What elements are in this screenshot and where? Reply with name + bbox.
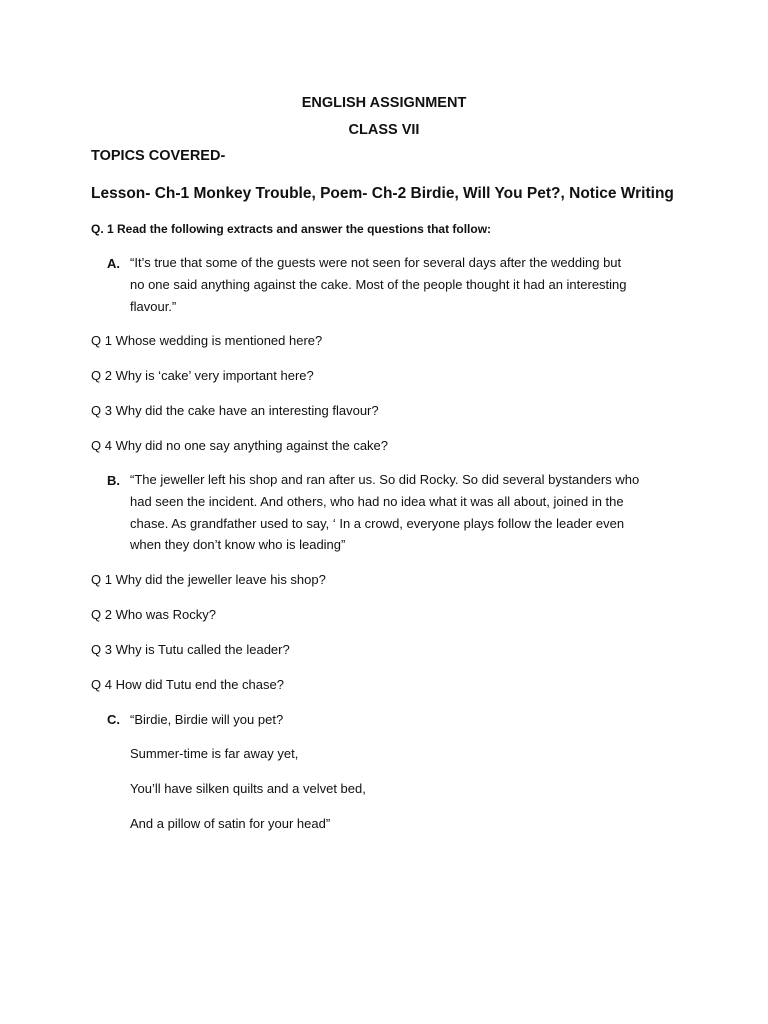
extract-a-marker: A. [107,256,120,271]
extract-line: flavour.” [130,298,177,314]
extract-line: had seen the incident. And others, who had no idea what it was all about, joined in the [130,493,624,509]
extract-c-marker: C. [107,712,120,727]
question-b-3: Q 3 Why is Tutu called the leader? [91,642,290,657]
question-a-3: Q 3 Why did the cake have an interesting flavour? [91,403,379,418]
extract-line: chase. As grandfather used to say, ‘ In a crowd, everyone plays follow the leader even [130,515,625,531]
class-label: CLASS VII [348,122,420,138]
question-instruction: Q. 1 Read the following extracts and answer the questions that follow: [91,222,492,236]
extract-line: when they don’t know who is leading” [130,537,346,553]
extract-b-marker: B. [107,473,120,488]
assignment-title: ENGLISH ASSIGNMENT [301,95,467,111]
poem-line: And a pillow of satin for your head” [130,816,331,831]
question-a-1: Q 1 Whose wedding is mentioned here? [91,333,323,348]
question-b-4: Q 4 How did Tutu end the chase? [91,677,284,692]
question-b-2: Q 2 Who was Rocky? [91,607,216,622]
extract-line: “The jeweller left his shop and ran after us. So did Rocky. So did several bystanders who [130,472,640,487]
question-a-2: Q 2 Why is ‘cake’ very important here? [91,368,314,383]
question-b-1: Q 1 Why did the jeweller leave his shop? [91,572,326,587]
question-a-4: Q 4 Why did no one say anything against the cake? [91,438,389,453]
extract-line: no one said anything against the cake. Most of the people thought it had an interesting [130,276,627,292]
poem-line: You’ll have silken quilts and a velvet bed, [130,781,366,796]
topics-heading: TOPICS COVERED- [91,148,226,164]
poem-line: “Birdie, Birdie will you pet? [130,712,284,727]
lesson-line: Lesson- Ch-1 Monkey Trouble, Poem- Ch-2 Birdie, Will You Pet?, Notice Writing [91,185,674,202]
extract-a-text [130,252,675,317]
poem-line: Summer-time is far away yet, [130,746,299,761]
extract-b-text [130,469,675,556]
extract-line: “It’s true that some of the guests were not seen for several days after the wedding but [130,255,622,270]
